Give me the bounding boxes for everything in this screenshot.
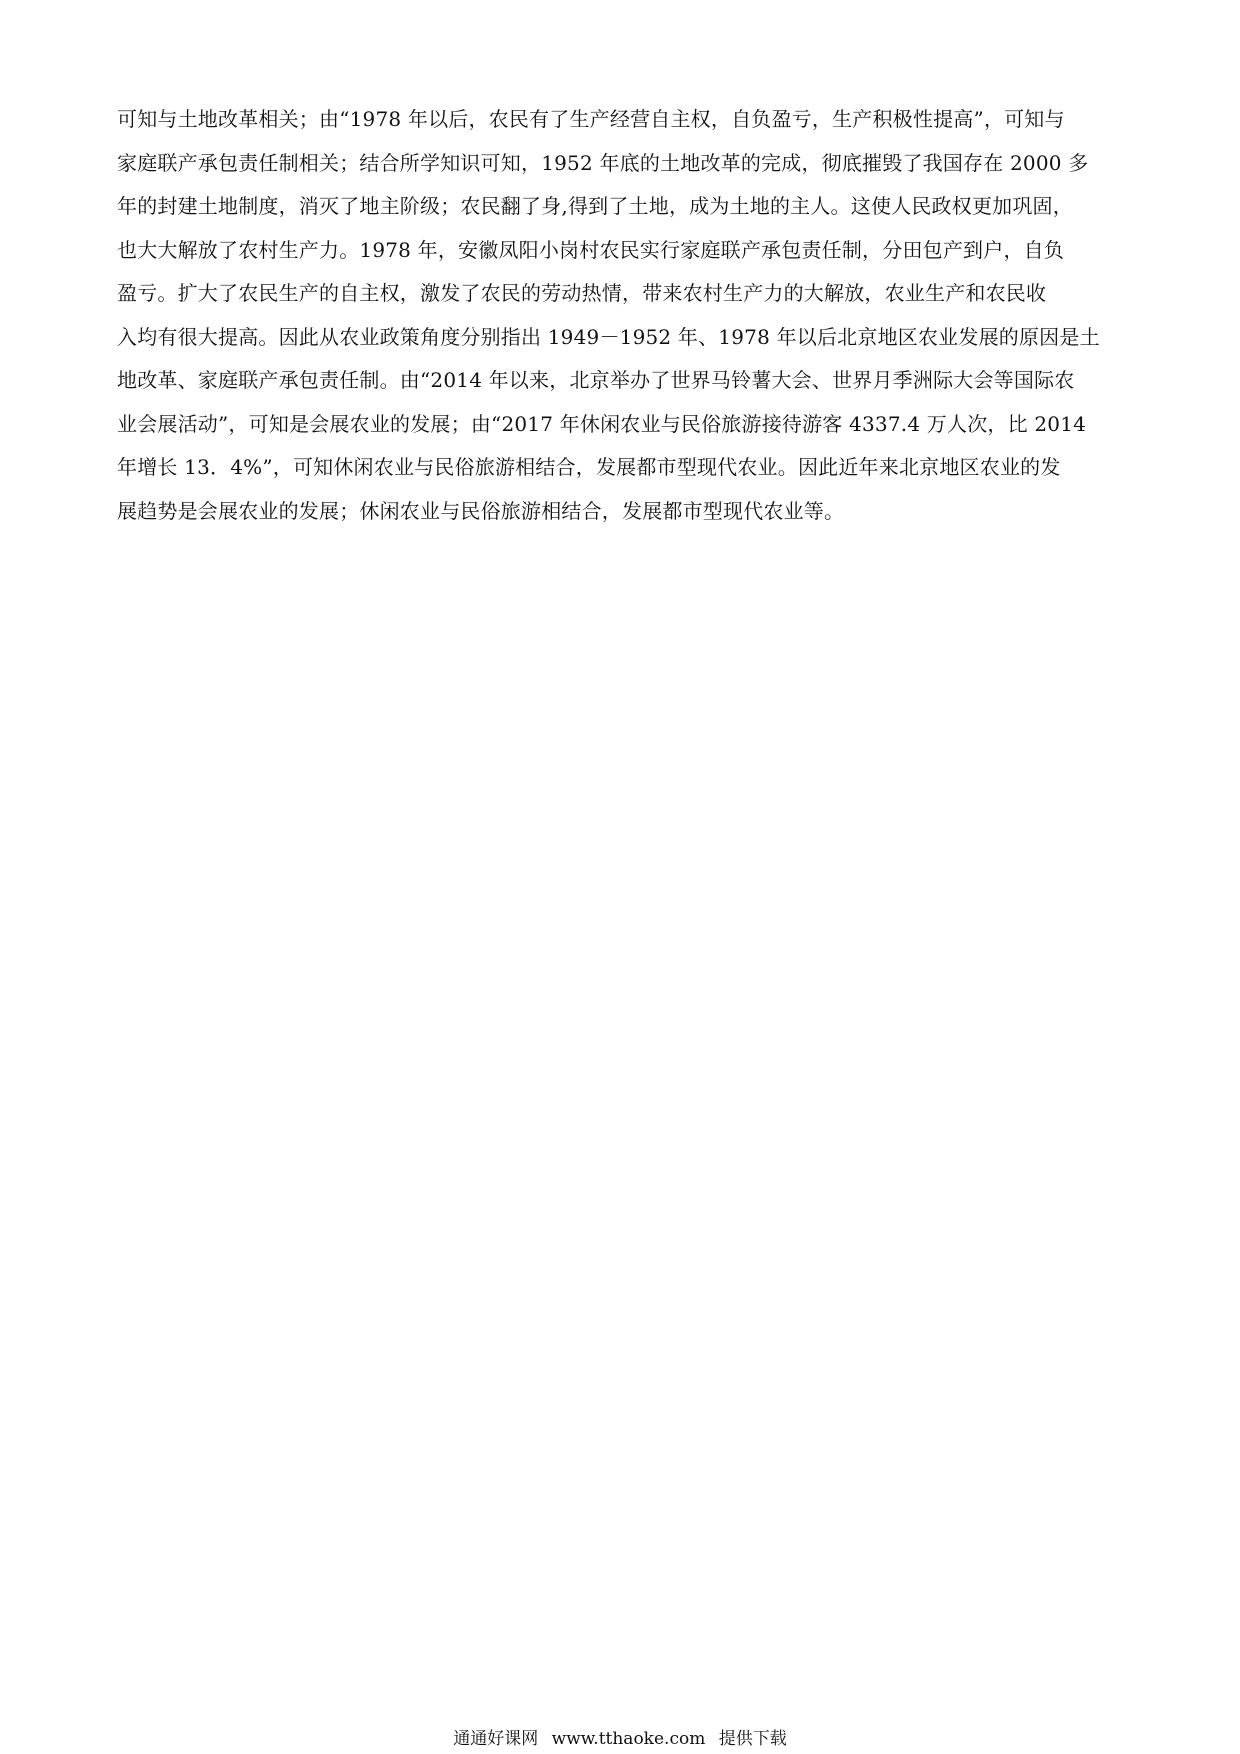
text-line-10: 展趋势是会展农业的发展；休闲农业与民俗旅游相结合，发展都市型现代农业等。 xyxy=(117,498,845,523)
footer-url[interactable]: www.tthaoke.com xyxy=(551,1729,706,1749)
text-line-4: 也大大解放了农村生产力。1978 年，安徽凤阳小岗村农民实行家庭联产承包责任制，分田包产到户，自负 xyxy=(117,237,1065,262)
text-line-5: 盈亏。扩大了农民生产的自主权，激发了农民的劳动热情，带来农村生产力的大解放，农业生产和农民收 xyxy=(117,281,1047,305)
footer-note: 提供下载 xyxy=(718,1729,787,1749)
text-line-3: 年的封建土地制度，消灭了地主阶级；农民翻了身,得到了土地，成为土地的主人。这使人民政权更加巩固， xyxy=(117,194,1073,218)
page-footer xyxy=(0,1728,1240,1750)
text-line-1: 可知与土地改革相关；由“1978 年以后，农民有了生产经营自主权，自负盈亏，生产积极性提高”，可知与 xyxy=(117,107,1065,131)
text-line-2: 家庭联产承包责任制相关；结合所学知识可知，1952 年底的土地改革的完成，彻底摧毁了我国存在 2000 多 xyxy=(117,150,1089,175)
text-line-9: 年增长 13．4%”，可知休闲农业与民俗旅游相结合，发展都市型现代农业。因此近年来北京地区农业的发 xyxy=(117,455,1061,479)
text-line-6: 入均有很大提高。因此从农业政策角度分别指出 1949－1952 年、1978 年以后北京地区农业发展的原因是土 xyxy=(117,324,1100,349)
text-line-8: 业会展活动”，可知是会展农业的发展；由“2017 年休闲农业与民俗旅游接待游客 4337.4 万人次，比 2014 xyxy=(117,411,1087,436)
text-line-7: 地改革、家庭联产承包责任制。由“2014 年以来，北京举办了世界马铃薯大会、世界月季洲际大会等国际农 xyxy=(117,368,1075,392)
answer-explanation-text xyxy=(117,98,1127,533)
footer-site-name: 通通好课网 xyxy=(453,1729,539,1749)
